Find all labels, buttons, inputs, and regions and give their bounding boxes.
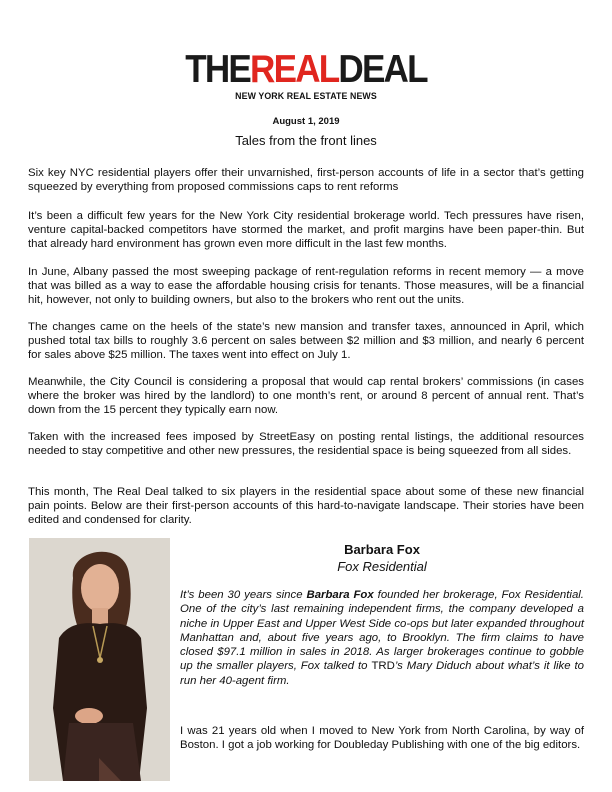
the-real-deal-logo: THEREALDEAL bbox=[185, 48, 427, 91]
profile-quote: I was 21 years old when I moved to New York from North Carolina, by way of Boston. I got a job working for Doubleday Publishing with one of the big editors. bbox=[180, 725, 584, 752]
article-paragraph: It’s been a difficult few years for the New York City residential brokerage world. Tech pressures have risen, venture capital-backed competitors have stormed the market, and profit margins have been paper-thin. But that already hard environment has grown even more difficult in the last few months. bbox=[28, 210, 584, 251]
profile-intro-name: Barbara Fox bbox=[306, 589, 374, 601]
article-paragraph: The changes came on the heels of the state’s new mansion and transfer taxes, announced in April, which pushed total tax bills to roughly 3.6 percent on sales between $2 million and $3 million, and nearly 6 percent for sales above $25 million. The taxes went into effect on July 1. bbox=[28, 321, 584, 362]
barbara-fox-photo bbox=[29, 538, 170, 781]
trd-abbrev: TRD bbox=[371, 660, 395, 673]
article-paragraph: Meanwhile, the City Council is considering a proposal that would cap rental brokers’ commissions (in cases where the broker was hired by the landlord) to one month’s rent, or around 8 percent of annual rent. That’s down from the 15 percent they typically earn now. bbox=[28, 376, 584, 417]
profile-name: Barbara Fox bbox=[344, 542, 420, 557]
article-paragraph: In June, Albany passed the most sweeping package of rent-regulation reforms in recent memory — a move that was billed as a way to ease the affordable housing crisis for tenants. Those measures, will be a financial hit, however, not only to building owners, but also to the brokers who rent out the units. bbox=[28, 266, 584, 307]
article-date: August 1, 2019 bbox=[272, 116, 340, 127]
article-paragraph: Taken with the increased fees imposed by StreetEasy on posting rental listings, the additional resources needed to stay competitive and other new pressures, the residential space is being squeezed from all sides. bbox=[28, 431, 584, 458]
profile-company: Fox Residential bbox=[337, 559, 427, 574]
article-paragraph: This month, The Real Deal talked to six players in the residential space about some of these new financial pain points. Below are their first-person accounts of this hard-to-navigate landscape. Their stories have been edited and condensed for clarity. bbox=[28, 486, 584, 527]
article-headline: Tales from the front lines bbox=[235, 133, 377, 148]
article-dek: Six key NYC residential players offer their unvarnished, first-person accounts of life in a sector that’s getting squeezed by everything from proposed commissions caps to rent reforms bbox=[28, 167, 584, 194]
profile-intro: It’s been 30 years since Barbara Fox founded her brokerage, Fox Residential. One of the city’s last remaining independent firms, the company developed a niche in Upper East and Upper West Side co-ops but later expanded throughout Manhattan and, about five years ago, to Brooklyn. The firm claims to have closed $97.1 million in sales in 2018. As larger brokerages continue to gobble up the smaller players, Fox talked to TRD’s Mary Diduch about what’s it like to run her 40-agent firm. bbox=[180, 589, 584, 687]
masthead-tagline: NEW YORK REAL ESTATE NEWS bbox=[235, 91, 377, 101]
